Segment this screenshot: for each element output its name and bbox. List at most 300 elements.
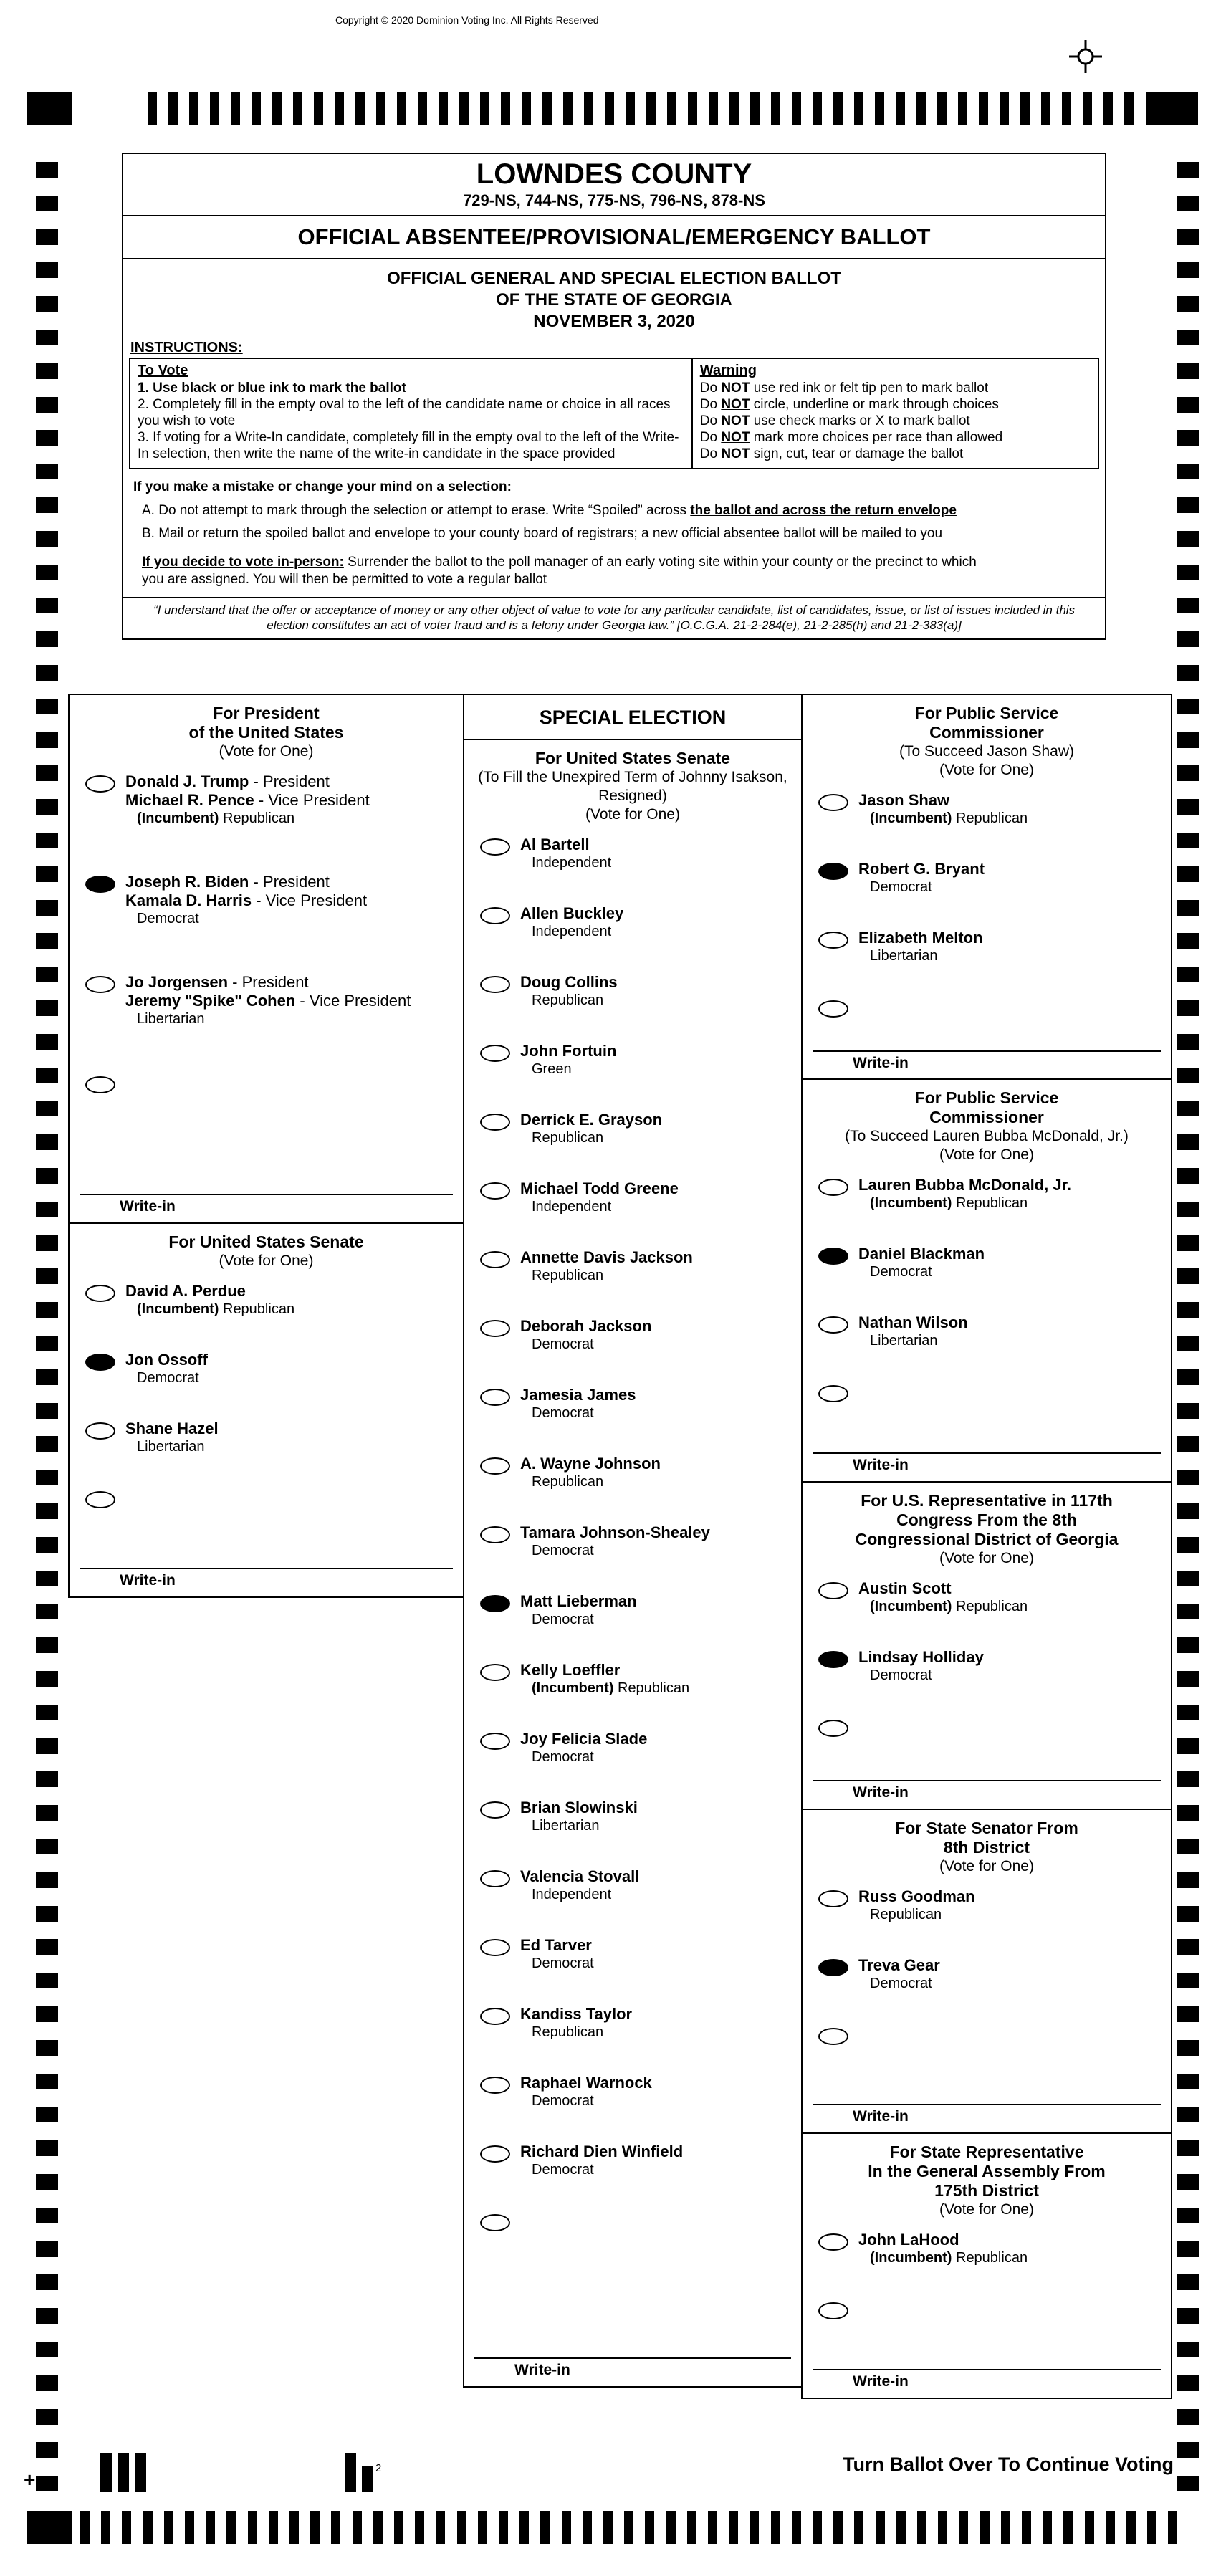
candidate-info — [858, 929, 983, 964]
timing-mark — [1177, 967, 1199, 982]
contest-title: Commissioner — [929, 723, 1044, 742]
candidate-name: Valencia Stovall — [520, 1867, 640, 1885]
timing-mark — [36, 1034, 58, 1050]
timing-mark — [1177, 1134, 1199, 1150]
timing-mark — [896, 92, 905, 125]
timing-mark — [1177, 397, 1199, 413]
timing-mark — [355, 92, 365, 125]
timing-mark — [394, 2511, 403, 2544]
timing-mark — [36, 933, 58, 949]
write-in-label: Write-in — [120, 1572, 176, 1589]
timing-mark — [36, 464, 58, 479]
timing-mark — [345, 2453, 356, 2492]
timing-mark — [27, 2511, 72, 2544]
vote-oval-empty[interactable] — [85, 1491, 115, 1508]
to-vote-items — [138, 380, 684, 462]
timing-mark — [1177, 2442, 1199, 2458]
to-vote-title: To Vote — [138, 363, 188, 378]
timing-mark — [1124, 92, 1134, 125]
timing-mark — [210, 92, 219, 125]
candidate-row — [480, 2074, 795, 2110]
write-in-area — [70, 1194, 463, 1222]
candidate-list — [803, 1176, 1171, 1435]
timing-mark — [36, 631, 58, 647]
timing-mark — [36, 2140, 58, 2156]
candidate-info — [520, 904, 623, 940]
vote-oval-empty[interactable] — [818, 1890, 848, 1907]
to-vote-item: 3. If voting for a Write-In candidate, completely fill in the empty oval to the left of the Write-In selection, then write the name of the write-in candidate in the space provided — [138, 430, 679, 461]
timing-mark — [36, 1537, 58, 1553]
contest-title: 175th District — [934, 2181, 1039, 2200]
candidate-name: John LaHood — [858, 2231, 959, 2249]
county-box — [123, 154, 1105, 216]
timing-mark — [1043, 2511, 1052, 2544]
candidate-name: Joy Felicia Slade — [520, 1730, 648, 1748]
to-vote-item: 1. Use black or blue ink to mark the ballot — [138, 380, 406, 396]
timing-mark — [439, 92, 448, 125]
candidate-party: Democrat — [532, 1955, 594, 1971]
contest-box — [801, 1481, 1172, 1810]
vote-oval-empty[interactable] — [480, 1870, 510, 1887]
timing-mark — [833, 92, 843, 125]
candidate-name: Donald J. Trump - President — [125, 772, 330, 790]
timing-mark — [36, 598, 58, 613]
candidate-row — [480, 1179, 795, 1215]
vote-oval-empty[interactable] — [480, 1182, 510, 1200]
timing-mark — [36, 1369, 58, 1385]
timing-mark — [916, 92, 926, 125]
timing-mark — [36, 1000, 58, 1016]
candidate-party: Independent — [532, 1887, 612, 1902]
contest-title: For United States Senate — [168, 1232, 364, 1251]
instructions-label: INSTRUCTIONS: — [130, 340, 243, 355]
registration-crosshair-icon — [1069, 40, 1102, 73]
timing-mark — [415, 2511, 424, 2544]
candidate-party: Republican — [532, 2024, 604, 2040]
timing-mark — [36, 1738, 58, 1754]
candidate-party: Libertarian — [870, 948, 938, 964]
vote-oval-empty[interactable] — [480, 2008, 510, 2025]
vote-oval-empty[interactable] — [480, 1939, 510, 1956]
candidate-name: Elizabeth Melton — [858, 929, 983, 947]
timing-mark — [1103, 92, 1113, 125]
contest-subtitle: (Vote for One) — [939, 2201, 1034, 2218]
timing-mark — [542, 92, 552, 125]
timing-mark — [362, 2466, 373, 2492]
timing-mark — [36, 2174, 58, 2190]
vote-oval-empty[interactable] — [85, 1285, 115, 1302]
timing-mark — [1177, 1705, 1199, 1720]
timing-mark — [36, 397, 58, 413]
contest-title: For President — [213, 704, 320, 722]
vote-oval-empty[interactable] — [818, 794, 848, 811]
contest-header — [803, 1810, 1171, 1883]
candidate-list — [803, 1887, 1171, 2078]
candidate-name: Matt Lieberman — [520, 1592, 637, 1610]
candidate-info — [520, 1179, 679, 1215]
write-in-option-row — [85, 1073, 457, 1093]
timing-mark — [36, 1503, 58, 1519]
timing-mark — [376, 92, 385, 125]
candidate-party: Democrat — [532, 2093, 594, 2109]
timing-mark — [118, 2453, 129, 2492]
copyright-line: Copyright © 2020 Dominion Voting Inc. All Rights Reserved — [335, 14, 599, 26]
timing-mark — [206, 2511, 215, 2544]
candidate-row — [480, 835, 795, 871]
candidate-row — [480, 1386, 795, 1422]
candidate-party: Democrat — [870, 1667, 932, 1683]
timing-mark — [231, 92, 240, 125]
timing-mark — [1147, 2511, 1156, 2544]
timing-mark — [1146, 92, 1198, 125]
candidate-list — [464, 835, 801, 2264]
timing-mark — [1177, 2308, 1199, 2324]
candidate-info — [858, 1648, 984, 1684]
vote-oval-filled[interactable] — [818, 1651, 848, 1668]
timing-mark — [1177, 1034, 1199, 1050]
vote-oval-empty[interactable] — [85, 1076, 115, 1093]
timing-mark — [189, 92, 198, 125]
contest-title: For State Senator From — [895, 1819, 1078, 1837]
warning-item: Do NOT use red ink or felt tip pen to mark ballot — [699, 380, 989, 396]
candidate-party: Libertarian — [137, 1439, 205, 1455]
timing-mark — [1177, 229, 1199, 245]
vote-oval-empty[interactable] — [818, 2302, 848, 2319]
timing-mark — [36, 1268, 58, 1284]
timing-mark — [164, 2511, 173, 2544]
candidate-list — [803, 2231, 1171, 2352]
timing-mark — [937, 92, 947, 125]
vote-oval-empty[interactable] — [85, 775, 115, 793]
contest-header — [803, 2134, 1171, 2226]
contest-title: For Public Service — [914, 1088, 1059, 1107]
vote-oval-empty[interactable] — [818, 2233, 848, 2251]
candidate-info — [520, 1523, 710, 1559]
timing-mark — [36, 2006, 58, 2022]
candidate-info — [520, 835, 611, 871]
contest-header — [70, 695, 463, 768]
vote-oval-empty[interactable] — [480, 907, 510, 924]
timing-mark — [1177, 2375, 1199, 2391]
timing-mark — [562, 2511, 571, 2544]
candidate-name: Richard Dien Winfield — [520, 2142, 684, 2160]
timing-mark — [501, 92, 510, 125]
timing-mark — [1063, 2511, 1073, 2544]
contest-title: In the General Assembly From — [868, 2162, 1106, 2180]
candidate-name: Michael R. Pence - Vice President — [125, 791, 370, 809]
timing-mark — [1177, 2476, 1199, 2491]
candidate-name: Raphael Warnock — [520, 2074, 652, 2092]
vote-oval-empty[interactable] — [480, 2077, 510, 2094]
write-in-area — [803, 2369, 1171, 2398]
candidate-party: Democrat — [532, 1543, 594, 1558]
vote-oval-empty[interactable] — [480, 1664, 510, 1681]
timing-mark — [36, 1068, 58, 1083]
candidate-party: Democrat — [870, 1264, 932, 1280]
candidate-info — [520, 1111, 662, 1146]
vote-oval-filled[interactable] — [818, 1248, 848, 1265]
candidate-party: Independent — [532, 1199, 612, 1215]
candidate-row — [480, 1661, 795, 1697]
vote-oval-empty[interactable] — [818, 1000, 848, 1018]
vote-oval-empty[interactable] — [480, 2214, 510, 2231]
timing-mark — [310, 2511, 320, 2544]
candidate-info — [125, 1282, 294, 1318]
timing-mark — [293, 92, 302, 125]
candidate-party: Democrat — [137, 1370, 199, 1386]
candidate-name: Jeremy "Spike" Cohen - Vice President — [125, 992, 411, 1010]
candidate-row — [480, 973, 795, 1009]
timing-mark — [36, 531, 58, 547]
timing-mark — [36, 2107, 58, 2122]
timing-mark — [36, 296, 58, 312]
warning-cell — [693, 359, 1098, 468]
candidate-info — [520, 1799, 638, 1834]
ballot-column — [463, 694, 803, 2388]
candidate-info — [125, 973, 411, 1028]
candidate-party: (Incumbent) Republican — [137, 810, 295, 826]
contest-subtitle: (Vote for One) — [219, 743, 314, 760]
timing-mark — [478, 2511, 487, 2544]
candidate-party: Republican — [532, 1474, 604, 1490]
special-election-header: SPECIAL ELECTION — [464, 695, 801, 740]
timing-mark — [36, 1436, 58, 1452]
vote-oval-empty[interactable] — [818, 1720, 848, 1737]
election-date: NOVEMBER 3, 2020 — [533, 312, 695, 331]
candidate-party: Libertarian — [532, 1818, 600, 1834]
candidate-row — [480, 1592, 795, 1628]
write-in-label: Write-in — [853, 2373, 909, 2390]
candidate-row — [818, 860, 1165, 896]
vote-oval-empty[interactable] — [818, 1316, 848, 1334]
timing-mark — [36, 565, 58, 580]
timing-mark — [36, 2476, 58, 2491]
timing-mark — [854, 2511, 863, 2544]
candidate-name: Kamala D. Harris - Vice President — [125, 891, 368, 909]
timing-mark — [36, 2442, 58, 2458]
timing-mark — [583, 2511, 592, 2544]
timing-mark — [1177, 1068, 1199, 1083]
candidate-name: Brian Slowinski — [520, 1799, 638, 1816]
mistake-title: If you make a mistake or change your mind on a selection: — [133, 479, 512, 494]
timing-mark — [1177, 1470, 1199, 1485]
timing-mark — [1177, 866, 1199, 882]
timing-mark — [36, 196, 58, 211]
timing-mark — [36, 2375, 58, 2391]
timing-mark — [148, 92, 157, 125]
timing-mark — [135, 2453, 146, 2492]
candidate-name: Jon Ossoff — [125, 1351, 208, 1369]
vote-oval-filled[interactable] — [818, 863, 848, 880]
write-in-label: Write-in — [853, 1457, 909, 1473]
timing-mark — [100, 2453, 112, 2492]
write-in-area — [803, 1780, 1171, 1809]
candidate-row — [85, 1351, 457, 1387]
timing-mark — [1062, 92, 1071, 125]
contest-box — [801, 1809, 1172, 2134]
timing-mark — [1177, 2140, 1199, 2156]
candidate-name: John Fortuin — [520, 1042, 617, 1060]
candidate-row — [480, 1248, 795, 1284]
candidate-name: Jamesia James — [520, 1386, 636, 1404]
candidate-name: Lauren Bubba McDonald, Jr. — [858, 1176, 1072, 1194]
candidate-row — [480, 1523, 795, 1559]
timing-mark — [457, 2511, 466, 2544]
contest-subtitle: (Vote for One) — [939, 1858, 1034, 1874]
timing-mark — [36, 2274, 58, 2290]
timing-mark — [1177, 162, 1199, 178]
candidate-party: Republican — [532, 992, 604, 1008]
timing-mark — [896, 2511, 906, 2544]
candidate-row — [85, 1419, 457, 1455]
timing-mark — [272, 92, 282, 125]
timing-mark — [36, 430, 58, 446]
vote-oval-empty[interactable] — [480, 1045, 510, 1062]
candidate-name: David A. Perdue — [125, 1282, 246, 1300]
timing-mark — [1177, 2006, 1199, 2022]
vote-oval-empty[interactable] — [818, 1385, 848, 1402]
warning-items — [700, 380, 1091, 462]
timing-mark — [1177, 799, 1199, 815]
timing-mark — [36, 665, 58, 681]
candidate-name: Annette Davis Jackson — [520, 1248, 693, 1266]
candidate-party: (Incumbent) Republican — [870, 2250, 1028, 2266]
candidate-row — [480, 1799, 795, 1834]
candidate-name: Kelly Loeffler — [520, 1661, 621, 1679]
vote-oval-filled[interactable] — [480, 1595, 510, 1612]
candidate-name: Deborah Jackson — [520, 1317, 652, 1335]
contest-subtitle: (Vote for One) — [219, 1253, 314, 1269]
timing-mark — [1177, 1771, 1199, 1787]
candidate-info — [858, 1176, 1071, 1212]
timing-mark — [289, 2511, 299, 2544]
vote-oval-empty[interactable] — [480, 1251, 510, 1268]
timing-mark — [36, 330, 58, 345]
warning-item: Do NOT sign, cut, tear or damage the ballot — [699, 446, 964, 461]
timing-mark — [1177, 2208, 1199, 2223]
mistake-item: B. Mail or return the spoiled ballot and envelope to your county board of registrars; a new official absentee ballot will be mailed to you — [142, 526, 943, 541]
candidate-party: Libertarian — [870, 1333, 938, 1349]
timing-mark — [1177, 1939, 1199, 1955]
timing-mark — [331, 2511, 340, 2544]
vote-oval-empty[interactable] — [85, 1422, 115, 1440]
timing-mark — [226, 2511, 236, 2544]
timing-mark — [36, 2409, 58, 2425]
vote-oval-empty[interactable] — [480, 1389, 510, 1406]
vote-oval-filled[interactable] — [85, 876, 115, 893]
candidate-party: Republican — [532, 1268, 604, 1283]
timing-mark — [666, 2511, 676, 2544]
timing-mark — [792, 2511, 801, 2544]
timing-mark — [101, 2511, 110, 2544]
candidate-info — [520, 1936, 594, 1972]
candidate-party: Democrat — [532, 1612, 594, 1627]
write-in-area — [70, 1568, 463, 1596]
timing-mark — [1177, 1671, 1199, 1687]
vote-oval-empty[interactable] — [818, 1582, 848, 1599]
candidate-party: Democrat — [532, 1336, 594, 1352]
candidate-party: Democrat — [532, 2162, 594, 2178]
turn-ballot-over-text: Turn Ballot Over To Continue Voting — [843, 2453, 1174, 2475]
timing-mark — [36, 833, 58, 848]
candidate-party: Independent — [532, 855, 612, 871]
vote-oval-empty[interactable] — [818, 932, 848, 949]
contest-header — [803, 695, 1171, 787]
contest-subtitle: (Vote for One) — [939, 1146, 1034, 1163]
contest-title: For U.S. Representative in 117th — [861, 1491, 1113, 1510]
vote-oval-empty[interactable] — [818, 2028, 848, 2045]
timing-mark — [36, 765, 58, 781]
candidate-party: (Incumbent) Republican — [870, 810, 1028, 826]
timing-mark — [605, 92, 614, 125]
timing-mark — [624, 2511, 633, 2544]
vote-oval-empty[interactable] — [480, 1320, 510, 1337]
write-in-option-row — [85, 1488, 457, 1508]
timing-mark — [1177, 1839, 1199, 1854]
timing-mark — [36, 1906, 58, 1922]
timing-mark — [646, 92, 656, 125]
candidate-party: Libertarian — [137, 1011, 205, 1027]
contest-subtitle: (To Succeed Lauren Bubba McDonald, Jr.) — [845, 1128, 1129, 1144]
timing-mark — [36, 1637, 58, 1653]
vote-oval-filled[interactable] — [85, 1354, 115, 1371]
candidate-row — [818, 1245, 1165, 1280]
vote-oval-empty[interactable] — [818, 1179, 848, 1196]
timing-mark — [519, 2511, 529, 2544]
candidate-row — [480, 1455, 795, 1490]
write-in-area — [464, 2357, 801, 2386]
timing-mark — [1106, 2511, 1115, 2544]
vote-oval-empty[interactable] — [85, 976, 115, 993]
contest-title: For Public Service — [914, 704, 1059, 722]
timing-mark — [36, 363, 58, 379]
mistake-items — [123, 502, 1105, 542]
timing-mark — [709, 92, 718, 125]
warning-item: Do NOT mark more choices per race than allowed — [699, 430, 1003, 445]
timing-mark — [36, 1235, 58, 1251]
timing-mark — [1177, 732, 1199, 748]
vote-oval-filled[interactable] — [818, 1959, 848, 1976]
candidate-row — [818, 791, 1165, 827]
contest-title: Congressional District of Georgia — [855, 1530, 1119, 1548]
to-vote-cell — [130, 359, 693, 468]
vote-oval-empty[interactable] — [480, 1733, 510, 1750]
vote-oval-empty[interactable] — [480, 1526, 510, 1543]
to-vote-item: 2. Completely fill in the empty oval to the left of the candidate name or choice in all races you wish to vote — [138, 397, 671, 428]
timing-mark — [1177, 1000, 1199, 1016]
candidate-info — [858, 791, 1028, 827]
contest-box — [801, 694, 1172, 1080]
candidate-name: Nathan Wilson — [858, 1313, 968, 1331]
candidate-info — [125, 873, 367, 927]
timing-mark — [1168, 2511, 1177, 2544]
vote-oval-empty[interactable] — [480, 838, 510, 856]
vote-oval-empty[interactable] — [480, 1457, 510, 1475]
contest-title: Commissioner — [929, 1108, 1044, 1126]
candidate-list — [803, 1579, 1171, 1770]
vote-oval-empty[interactable] — [480, 1801, 510, 1819]
vote-oval-empty[interactable] — [480, 1114, 510, 1131]
contest-header — [464, 740, 801, 831]
corner-plus-mark: + — [24, 2469, 36, 2491]
timing-mark — [36, 967, 58, 982]
write-in-option-row — [818, 997, 1165, 1018]
timing-mark — [353, 2511, 362, 2544]
candidate-name: Doug Collins — [520, 973, 618, 991]
candidate-name: Joseph R. Biden - President — [125, 873, 330, 891]
vote-oval-empty[interactable] — [480, 976, 510, 993]
vote-oval-empty[interactable] — [480, 2145, 510, 2163]
